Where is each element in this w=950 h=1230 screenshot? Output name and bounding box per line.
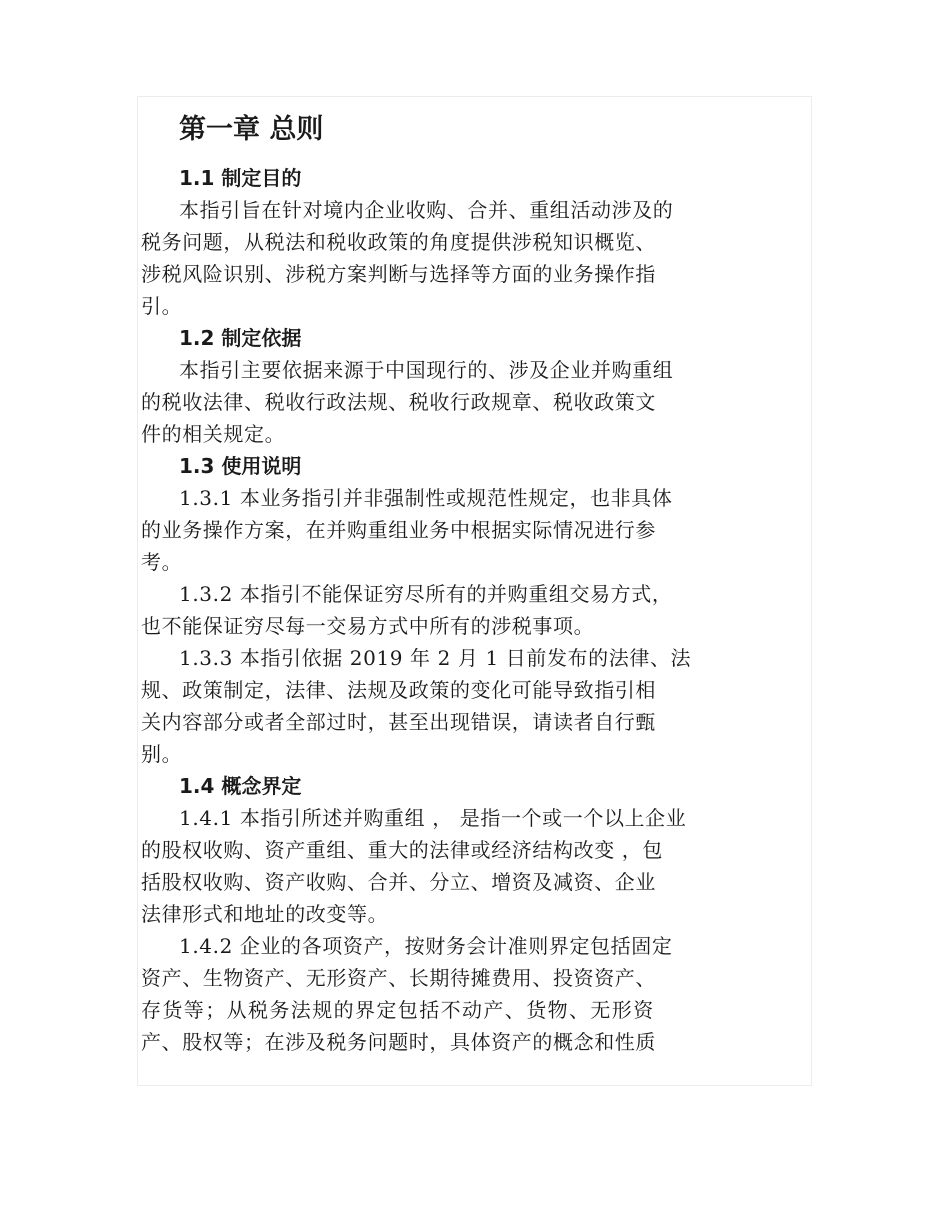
text-line: 法律形式和地址的改变等。 [141,902,389,926]
section-title: 1.3 使用说明 [179,454,302,478]
text-line: 件的相关规定。 [141,422,286,446]
paragraph [141,578,811,642]
section-title: 1.4 概念界定 [179,774,302,798]
text-line: 规、政策制定，法律、法规及政策的变化可能导致指引相 [141,678,656,702]
paragraph [141,482,811,578]
text-line: 资产、生物资产、无形资产、长期待摊费用、投资资产、 [141,966,656,990]
text-line: 税务问题，从税法和税收政策的角度提供涉税知识概览、 [141,230,656,254]
text-line: 1.4.2 企业的各项资产，按财务会计准则界定包括固定 [179,934,673,958]
text-line: 1.3.1 本业务指引并非强制性或规范性规定，也非具体 [179,486,673,510]
text-line: 括股权收购、资产收购、合并、分立、增资及减资、企业 [141,870,656,894]
text-line: 考。 [141,550,183,574]
text-line: 本指引主要依据来源于中国现行的、涉及企业并购重组 [179,358,674,382]
section-1-1 [141,162,811,322]
section-1-4 [141,770,811,1058]
text-line: 的股权收购、资产重组、重大的法律或经济结构改变 ，包 [141,838,663,862]
section-1-2 [141,322,811,450]
section-title: 1.2 制定依据 [179,326,302,350]
section-1-3 [141,450,811,770]
paragraph [141,642,811,770]
paragraph [141,354,811,450]
text-line: 1.3.2 本指引不能保证穷尽所有的并购重组交易方式， [179,582,673,606]
text-line: 涉税风险识别、涉税方案判断与选择等方面的业务操作指 [141,262,656,286]
text-line: 1.4.1 本指引所述并购重组 ， 是指一个或一个以上企业 [179,806,687,830]
paragraph [141,802,811,930]
document-body [141,110,811,1058]
text-line: 1.3.3 本指引依据 2019 年 2 月 1 日前发布的法律、法 [179,646,692,670]
paragraph [141,194,811,322]
text-line: 引。 [141,294,183,318]
paragraph [141,930,811,1058]
text-line: 的业务操作方案，在并购重组业务中根据实际情况进行参 [141,518,656,542]
text-line: 的税收法律、税收行政法规、税收行政规章、税收政策文 [141,390,656,414]
text-line: 也不能保证穷尽每一交易方式中所有的涉税事项。 [141,614,595,638]
text-line: 存货等；从税务法规的界定包括不动产、货物、无形资 [141,998,655,1022]
text-line: 关内容部分或者全部过时，甚至出现错误，请读者自行甄 [141,710,656,734]
chapter-title: 第一章 总则 [179,114,324,145]
text-line: 别。 [141,742,183,766]
section-title: 1.1 制定目的 [179,166,302,190]
text-line: 本指引旨在针对境内企业收购、合并、重组活动涉及的 [179,198,674,222]
text-line: 产、股权等；在涉及税务问题时，具体资产的概念和性质 [141,1030,656,1054]
